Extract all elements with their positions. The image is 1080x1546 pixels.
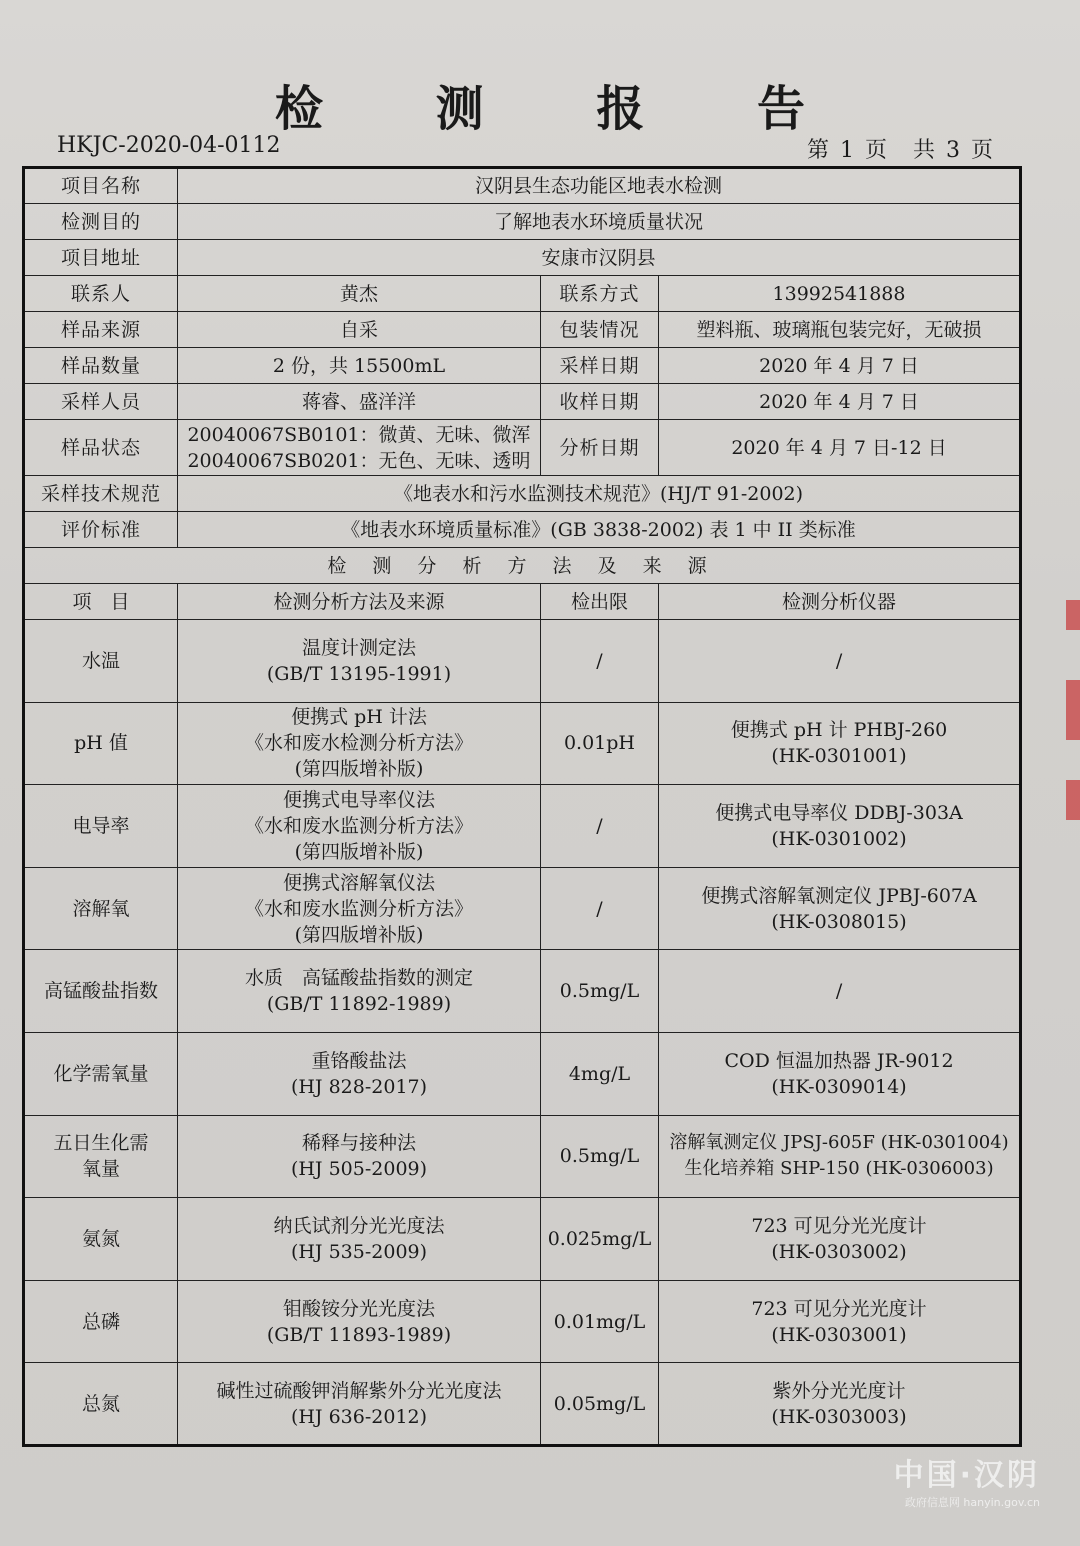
detection-limit: 0.025mg/L [541,1198,659,1281]
method-line: 稀释与接种法 [301,1132,416,1155]
method-line: (第四版增补版) [294,840,424,863]
state-line-1: 20040067SB0101：微黄、无味、微浑 [187,423,531,446]
method-item: 高锰酸盐指数 [24,950,178,1033]
method-row [24,867,1021,950]
method-line: 《水和废水监测分析方法》 [244,814,473,837]
method-item: 溶解氧 [24,867,178,950]
sampler-value: 蒋睿、盛洋洋 [178,384,541,420]
method-item: 水温 [24,620,178,703]
standard-value: 《地表水环境质量标准》(GB 3838-2002) 表 1 中 II 类标准 [178,512,1021,548]
instrument-line: (HK-0301002) [771,827,907,850]
method-row [24,702,1021,785]
method-line: (GB/T 11893-1989) [266,1323,452,1346]
state-label: 样品状态 [24,420,178,476]
instrument [659,1032,1021,1115]
instrument-line: / [835,980,843,1003]
phone-label: 联系方式 [541,276,659,312]
method-row [24,1115,1021,1198]
instrument-line: 紫外分光光度计 [772,1379,906,1402]
method-source [178,1280,541,1363]
source-label: 样品来源 [24,312,178,348]
quantity-value: 2 份，共 15500mL [178,348,541,384]
red-seal-edge [1066,600,1080,630]
package-label: 包装情况 [541,312,659,348]
detection-limit: 0.5mg/L [541,1115,659,1198]
detection-limit: 0.5mg/L [541,950,659,1033]
detection-limit: / [541,620,659,703]
package-value: 塑料瓶、玻璃瓶包装完好，无破损 [659,312,1021,348]
method-line: 《水和废水监测分析方法》 [244,897,473,920]
contact-value: 黄杰 [178,276,541,312]
instrument-line: 723 可见分光光度计 [751,1214,927,1237]
method-line: 碱性过硫酸钾消解紫外分光光度法 [216,1379,502,1402]
col-header-limit: 检出限 [541,584,659,620]
method-row [24,1198,1021,1281]
detection-limit: 0.01mg/L [541,1280,659,1363]
state-value [178,420,541,476]
contact-label: 联系人 [24,276,178,312]
method-source [178,867,541,950]
method-line: (GB/T 11892-1989) [266,993,452,1016]
method-line: 重铬酸盐法 [311,1049,407,1072]
standard-label: 评价标准 [24,512,178,548]
instrument [659,785,1021,868]
method-line: 钼酸铵分光光度法 [282,1297,435,1320]
report-table [22,166,1022,1447]
instrument [659,1363,1021,1446]
watermark-sub: 政府信息网 hanyin.gov.cn [904,1496,1040,1509]
method-line: 纳氏试剂分光光度法 [273,1214,445,1237]
method-source [178,620,541,703]
method-line: 便携式溶解氧仪法 [282,871,435,894]
method-line: (HJ 828-2017) [290,1075,428,1098]
instrument [659,1280,1021,1363]
method-line: 便携式电导率仪法 [282,788,435,811]
method-line: (第四版增补版) [294,758,424,781]
method-row [24,1280,1021,1363]
method-row [24,785,1021,868]
method-item: 五日生化需氧量 [24,1115,178,1198]
method-source [178,1198,541,1281]
method-line: 便携式 pH 计法 [291,706,427,729]
quantity-label: 样品数量 [24,348,178,384]
instrument-line: (HK-0303003) [771,1405,907,1428]
red-seal-edge [1066,680,1080,740]
report-number: HKJC-2020-04-0112 [57,133,281,158]
sampler-label: 采样人员 [24,384,178,420]
method-source [178,1115,541,1198]
method-rows [24,620,1021,1446]
sampling-date-value: 2020 年 4 月 7 日 [659,348,1021,384]
instrument-line: COD 恒温加热器 JR-9012 [724,1049,954,1072]
col-header-item: 项 目 [24,584,178,620]
detection-limit: 4mg/L [541,1032,659,1115]
method-row [24,1363,1021,1446]
method-source [178,702,541,785]
method-source [178,785,541,868]
method-line: (第四版增补版) [294,923,424,946]
instrument [659,1198,1021,1281]
method-source [178,1032,541,1115]
method-line: (HJ 505-2009) [290,1158,428,1181]
instrument [659,620,1021,703]
method-line: (GB/T 13195-1991) [266,662,452,685]
red-seal-edge [1066,780,1080,820]
method-line: 水质 高锰酸盐指数的测定 [244,967,473,990]
instrument [659,702,1021,785]
receive-date-value: 2020 年 4 月 7 日 [659,384,1021,420]
col-header-method: 检测分析方法及来源 [178,584,541,620]
sampling-date-label: 采样日期 [541,348,659,384]
address-value: 安康市汉阴县 [178,240,1021,276]
method-item: 总磷 [24,1280,178,1363]
instrument-line: 便携式溶解氧测定仪 JPBJ-607A [701,884,977,907]
method-line: 温度计测定法 [301,636,416,659]
instrument-line: 便携式电导率仪 DDBJ-303A [715,801,963,824]
project-name-label: 项目名称 [24,168,178,204]
receive-date-label: 收样日期 [541,384,659,420]
methods-section-title: 检 测 分 析 方 法 及 来 源 [24,548,1021,584]
instrument [659,1115,1021,1198]
instrument-line: / [835,649,843,672]
spec-label: 采样技术规范 [24,476,178,512]
method-item: 氨氮 [24,1198,178,1281]
method-source [178,1363,541,1446]
page-indicator: 第 1 页 共 3 页 [807,138,995,163]
phone-value: 13992541888 [659,276,1021,312]
state-line-2: 20040067SB0201：无色、无味、透明 [187,449,531,472]
instrument [659,867,1021,950]
instrument-line: (HK-0309014) [771,1075,907,1098]
analysis-date-value: 2020 年 4 月 7 日-12 日 [659,420,1021,476]
method-source [178,950,541,1033]
detection-limit: / [541,785,659,868]
instrument-line: (HK-0303002) [771,1240,907,1263]
col-header-instrument: 检测分析仪器 [659,584,1021,620]
instrument-line: (HK-0308015) [771,910,907,933]
project-name-value: 汉阴县生态功能区地表水检测 [178,168,1021,204]
address-label: 项目地址 [24,240,178,276]
instrument-line: 便携式 pH 计 PHBJ-260 [730,719,948,742]
method-line: (HJ 535-2009) [290,1240,428,1263]
purpose-value: 了解地表水环境质量状况 [178,204,1021,240]
instrument-line: (HK-0303001) [771,1323,907,1346]
method-row [24,620,1021,703]
method-line: (HJ 636-2012) [290,1405,428,1428]
spec-value: 《地表水和污水监测技术规范》(HJ/T 91-2002) [178,476,1021,512]
method-item: pH 值 [24,702,178,785]
instrument-line: 723 可见分光光度计 [751,1297,927,1320]
instrument-line: 生化培养箱 SHP-150 (HK-0306003) [684,1158,994,1180]
analysis-date-label: 分析日期 [541,420,659,476]
method-item: 电导率 [24,785,178,868]
detection-limit: 0.01pH [541,702,659,785]
report-title: 检 测 报 告 [274,81,854,137]
purpose-label: 检测目的 [24,204,178,240]
source-value: 自采 [178,312,541,348]
method-item: 总氮 [24,1363,178,1446]
instrument [659,950,1021,1033]
watermark-main: 中国·汉阴 [893,1458,1040,1493]
method-item: 化学需氧量 [24,1032,178,1115]
instrument-line: (HK-0301001) [771,745,907,768]
site-watermark [894,1450,1040,1510]
detection-limit: / [541,867,659,950]
method-row [24,950,1021,1033]
method-row [24,1032,1021,1115]
instrument-line: 溶解氧测定仪 JPSJ-605F (HK-0301004) [669,1132,1009,1154]
method-line: 《水和废水检测分析方法》 [244,732,473,755]
detection-limit: 0.05mg/L [541,1363,659,1446]
